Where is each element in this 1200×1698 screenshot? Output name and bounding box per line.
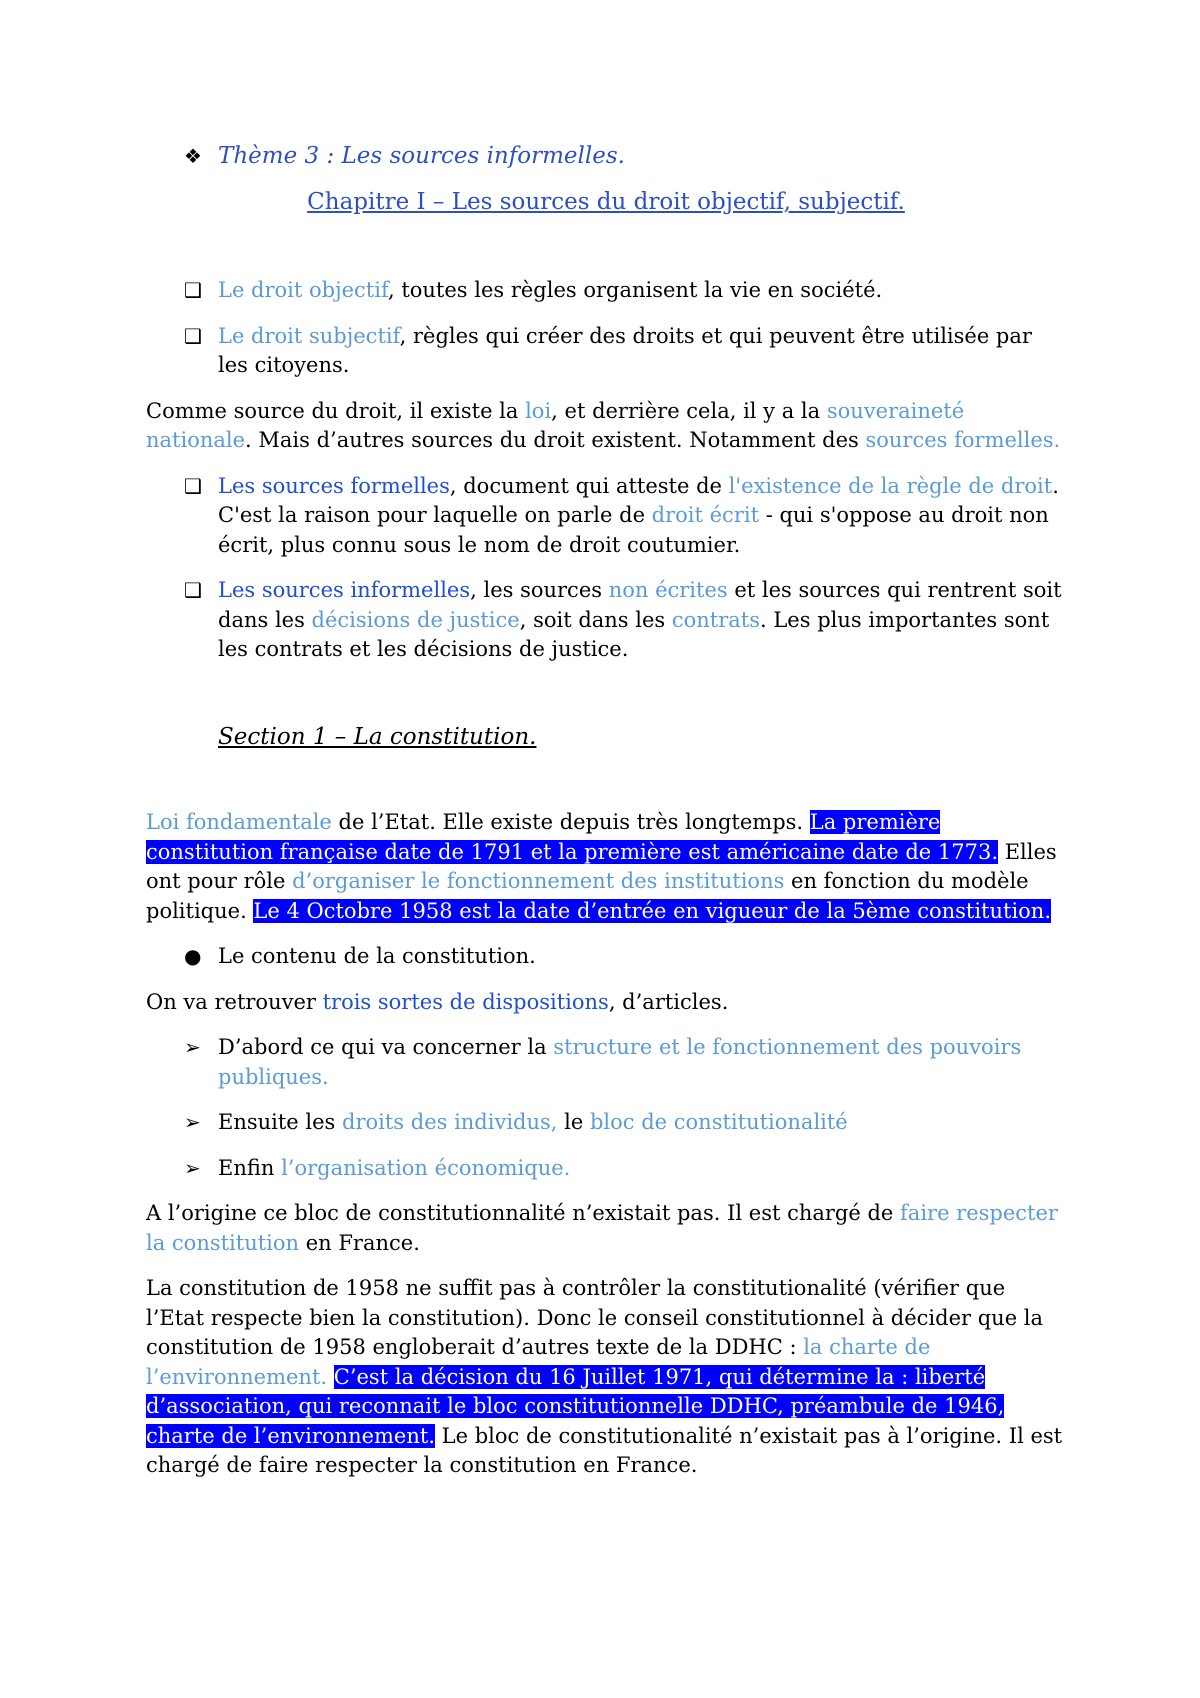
text: Le bloc de constitutionalité n’existait pas à l’origine. Il est chargé de faire respecter la constitution en France.	[146, 1423, 1063, 1477]
section-heading: Section 1 – La constitution.	[218, 723, 537, 750]
theme-text: Thème 3 : Les sources informelles.	[218, 143, 625, 169]
list-item	[146, 942, 1066, 972]
chapter-heading: Chapitre I – Les sources du droit objectif, subjectif.	[307, 189, 905, 215]
term-objectif: Le droit objectif	[218, 278, 388, 302]
term: Les sources informelles	[218, 578, 471, 602]
term: Loi fondamentale	[146, 810, 332, 834]
contenu-list	[146, 942, 1066, 972]
checkbox-bullet-icon: ❑	[184, 578, 202, 602]
text: le	[557, 1110, 590, 1134]
text: . Les plus importantes sont les contrats et les décisions de justice.	[218, 607, 1050, 661]
theme-heading	[146, 140, 1066, 172]
text: , et derrière cela, il y a la	[551, 398, 827, 423]
term: contrats	[671, 607, 761, 632]
def-text: , toutes les règles organisent la vie en société.	[387, 278, 883, 302]
term-subjectif: Le droit subjectif	[218, 323, 400, 348]
paragraph-bloc	[146, 1199, 1066, 1258]
list-item	[146, 1033, 1066, 1092]
definition-list	[146, 276, 1066, 381]
text: . C'est la raison pour laquelle on parle de	[218, 473, 1059, 527]
term: structure et le fonctionnement des pouvoirs publiques.	[218, 1035, 1022, 1089]
term: décisions de justice	[311, 607, 520, 632]
arrow-list	[146, 1033, 1066, 1183]
text: - qui s'oppose au droit non écrit, plus connu sous le nom de droit coutumier.	[218, 503, 1049, 557]
text: Elles ont pour rôle	[146, 839, 1057, 893]
list-item	[146, 276, 1066, 306]
text: , d’articles.	[608, 989, 729, 1014]
text: Comme source du droit, il existe la	[146, 398, 526, 423]
bullet-dot-icon: ●	[184, 944, 202, 968]
term-souverainete: souveraineté nationale	[146, 398, 965, 452]
arrow-bullet-icon: ➢	[184, 1035, 201, 1059]
text: Ensuite les	[218, 1110, 343, 1134]
paragraph-dispositions	[146, 988, 1066, 1018]
term: droits des individus,	[342, 1110, 558, 1134]
term: faire respecter la constitution	[146, 1201, 1058, 1255]
document-page	[146, 140, 1066, 1497]
text: On va retrouver	[146, 989, 323, 1014]
arrow-bullet-icon: ➢	[184, 1110, 201, 1134]
highlight: C’est la décision du 16 Juillet 1971, qui détermine la : liberté d’association, qui reconnait le bloc constitutionnelle DDHC, préambule de 1946, charte de l’environnement.	[146, 1364, 1005, 1448]
list-item	[146, 576, 1066, 665]
text: A l’origine ce bloc de constitutionnalité n’existait pas. Il est chargé de	[146, 1201, 901, 1225]
text: , document qui atteste de	[449, 473, 729, 498]
list-item	[146, 322, 1066, 381]
term: non écrites	[608, 578, 728, 602]
text: Le contenu de la constitution.	[218, 944, 536, 968]
checkbox-bullet-icon: ❑	[184, 323, 202, 348]
list-item	[146, 1108, 1066, 1138]
highlight: Le 4 Octobre 1958 est la date d’entrée en vigueur de la 5ème constitution.	[253, 898, 1052, 923]
checkbox-bullet-icon: ❑	[184, 473, 202, 498]
term: Les sources formelles	[218, 473, 450, 498]
term: trois sortes de dispositions	[322, 989, 609, 1014]
four-diamond-bullet-icon: ❖	[184, 144, 202, 168]
text: et les sources qui rentrent soit dans les	[218, 578, 1062, 632]
text	[327, 1365, 334, 1389]
text: en fonction du modèle politique.	[146, 869, 1029, 923]
paragraph-sources	[146, 397, 1066, 456]
text: D’abord ce qui va concerner la	[218, 1035, 554, 1059]
term: bloc de constitutionalité	[589, 1110, 848, 1134]
text: en France.	[299, 1230, 420, 1255]
def-text: , règles qui créer des droits et qui peuvent être utilisée par les citoyens.	[218, 323, 1032, 377]
paragraph-constitution	[146, 808, 1066, 926]
sources-list	[146, 472, 1066, 665]
term: droit écrit	[651, 503, 760, 527]
list-item	[146, 1154, 1066, 1184]
paragraph-decision	[146, 1274, 1066, 1481]
term: la charte de l’environnement.	[146, 1335, 931, 1389]
checkbox-bullet-icon: ❑	[184, 278, 202, 302]
text: , soit dans les	[519, 607, 672, 632]
list-item	[146, 472, 1066, 561]
term: d’organiser le fonctionnement des institutions	[292, 869, 785, 893]
term-loi: loi	[525, 398, 552, 423]
highlight: La première constitution française date de 1791 et la première est américaine date de 1773.	[146, 810, 999, 864]
text: , les sources	[470, 578, 609, 602]
text: Enfin	[218, 1155, 282, 1180]
text: La constitution de 1958 ne suffit pas à contrôler la constitutionalité (vérifier que l’Etat respecte bien la constitution). Donc le conseil constitutionnel à décider que la constitution de 1958 engloberait d’autres texte de la DDHC :	[146, 1276, 1044, 1359]
text: . Mais d’autres sources du droit existent. Notamment des	[245, 428, 866, 452]
term-sources-formelles: sources formelles.	[865, 428, 1061, 452]
term: l’organisation économique.	[281, 1155, 571, 1180]
arrow-bullet-icon: ➢	[184, 1155, 201, 1180]
text: de l’Etat. Elle existe depuis très longtemps.	[331, 810, 810, 834]
term: l'existence de la règle de droit	[728, 473, 1053, 498]
